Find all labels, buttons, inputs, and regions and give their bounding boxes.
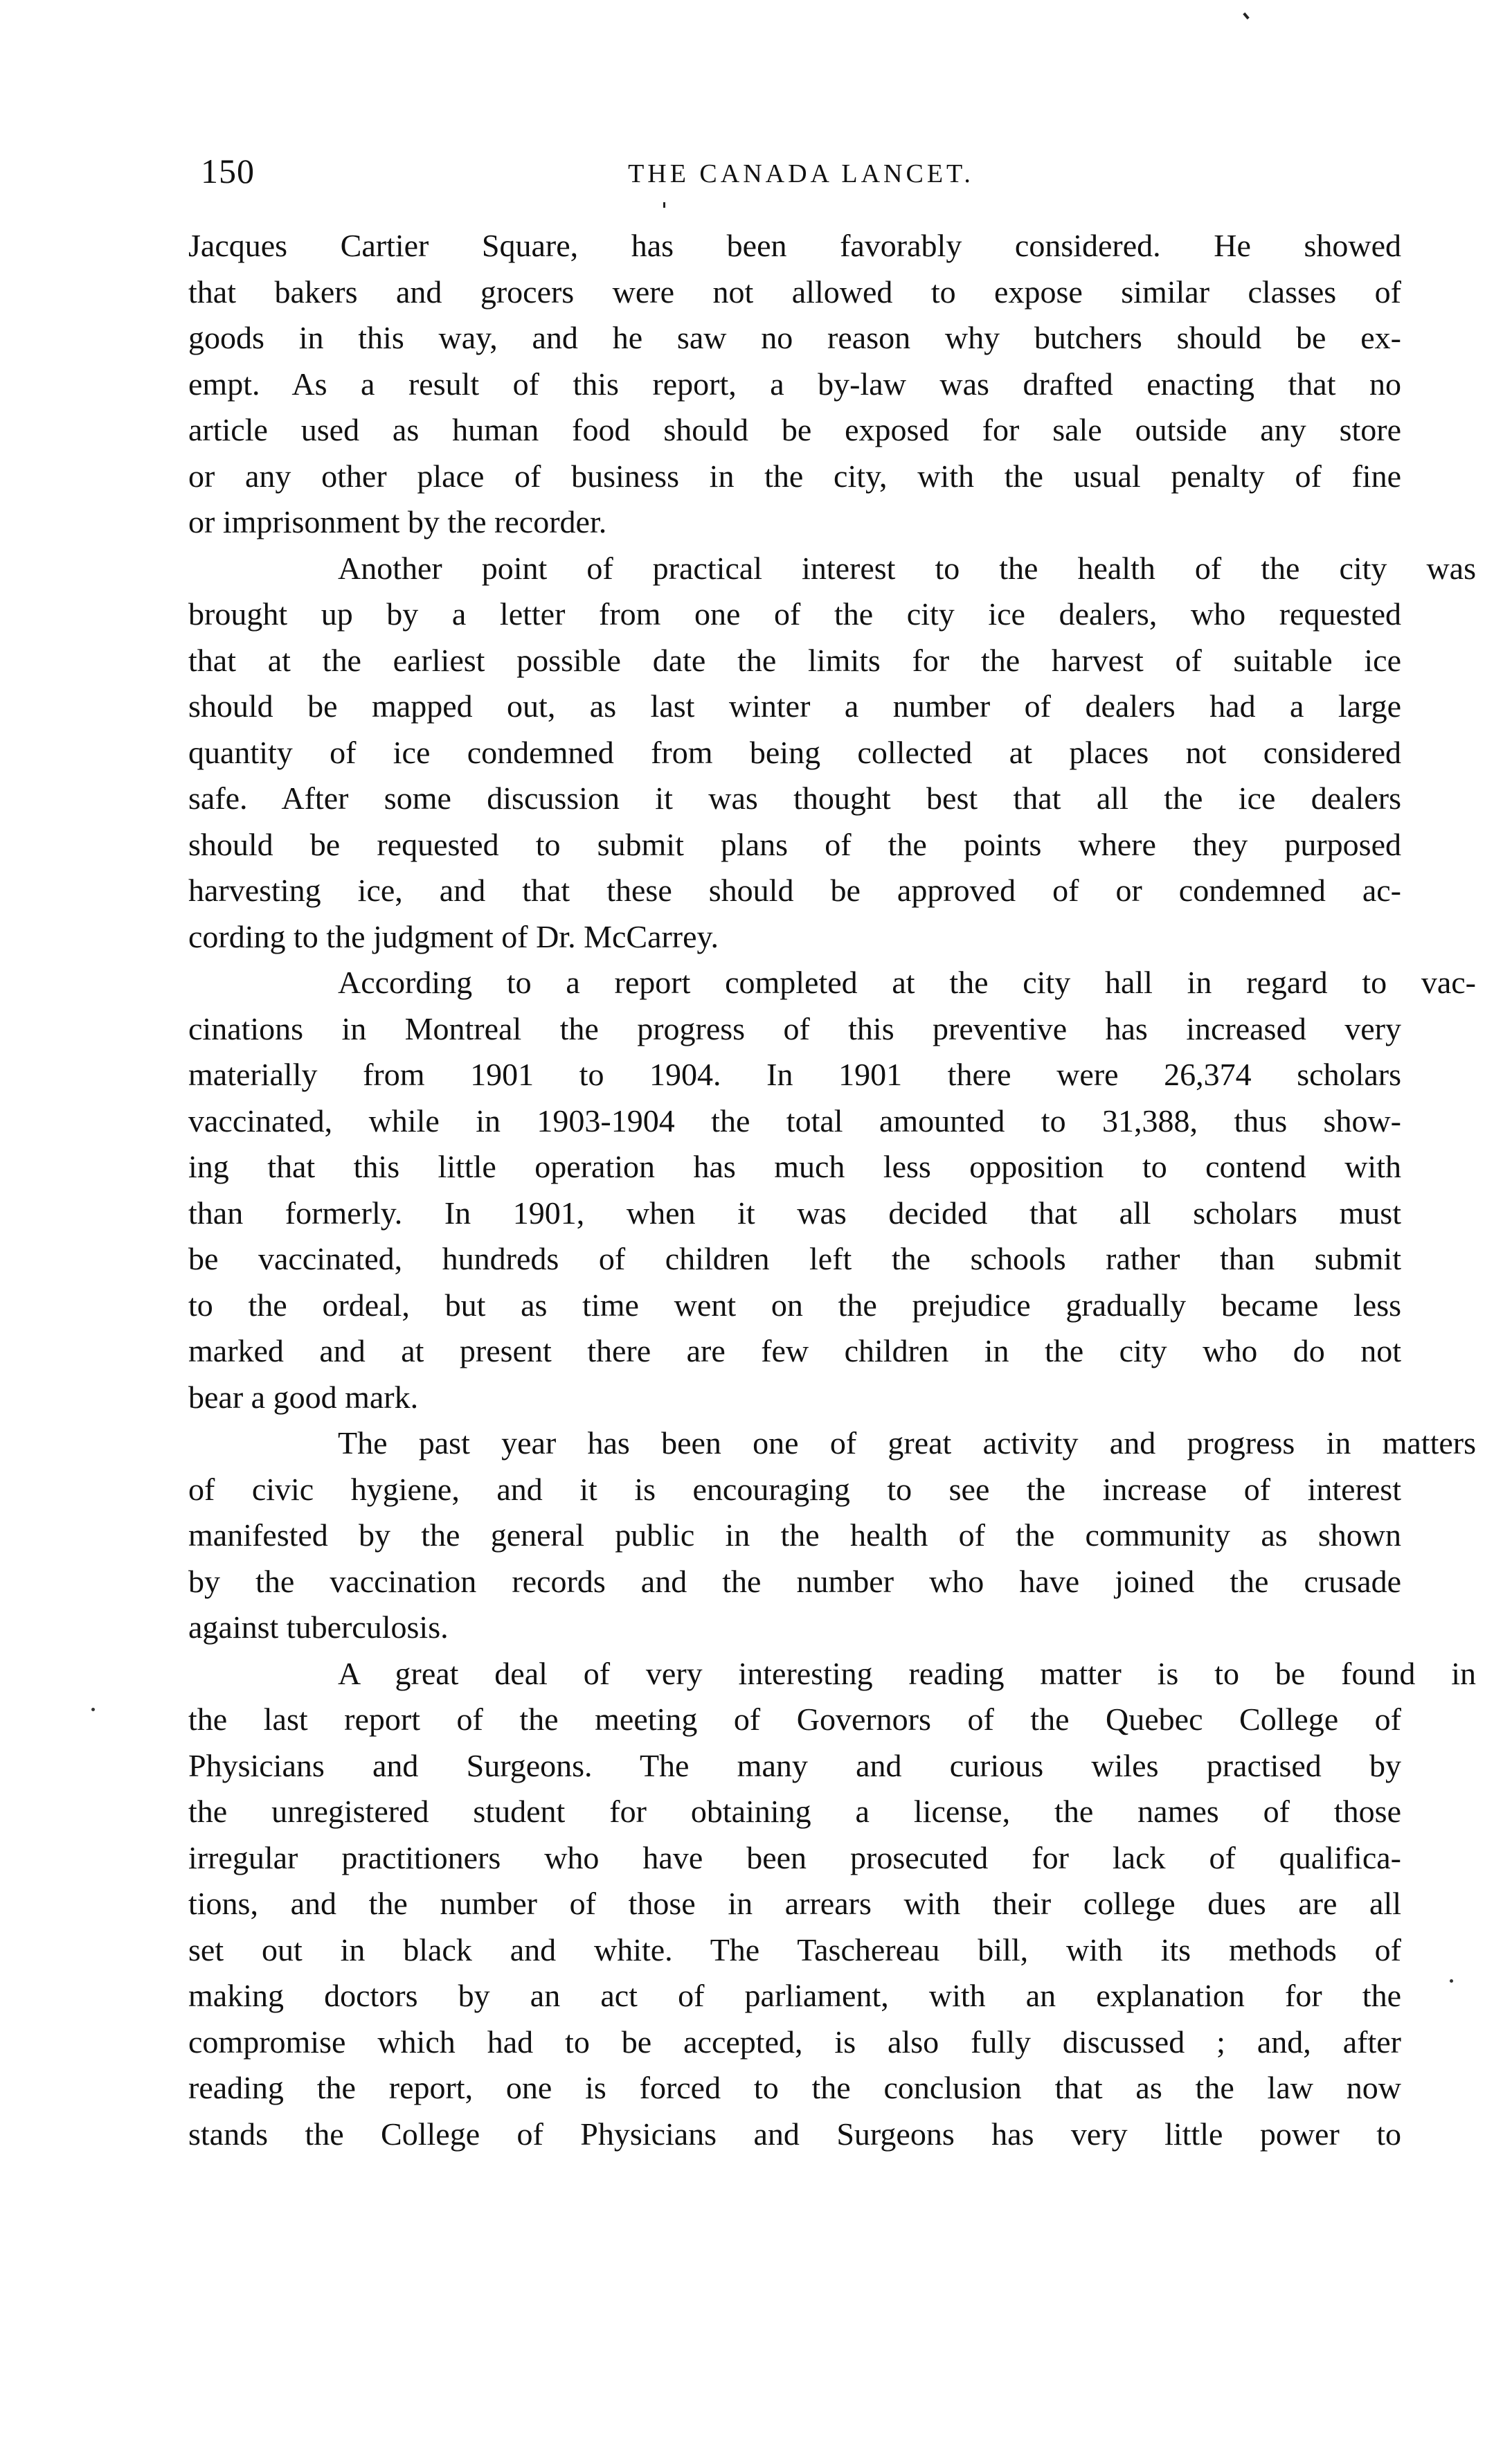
text-line-content: safe. After some discussion it was thought best that all the ice dealers	[188, 780, 1401, 816]
text-line	[188, 1467, 1401, 1513]
text-line-content: making doctors by an act of parliament, with an explanation for the	[188, 1978, 1401, 2013]
text-line-content: Physicians and Surgeons. The many and curious wiles practised by	[188, 1747, 1401, 1783]
journal-title: THE CANADA LANCET.	[628, 159, 974, 188]
text-line	[188, 546, 1476, 592]
text-line-content: tions, and the number of those in arrears with their college dues are all	[188, 1886, 1401, 1921]
text-line	[188, 1512, 1401, 1559]
text-line	[188, 454, 1401, 500]
text-line	[188, 591, 1401, 638]
text-line-content: A great deal of very interesting reading matter is to be found in	[338, 1655, 1476, 1691]
text-line-content: that bakers and grocers were not allowed to expose similar classes of	[188, 274, 1401, 310]
text-line	[188, 1605, 1401, 1651]
text-line-content: quantity of ice condemned from being collected at places not considered	[188, 734, 1401, 770]
text-line	[188, 1651, 1476, 1697]
text-line	[188, 2112, 1401, 2158]
text-line	[188, 1420, 1476, 1467]
text-line	[188, 684, 1401, 730]
text-line-content: goods in this way, and he saw no reason why butchers should be ex-	[188, 320, 1401, 355]
text-line	[188, 1283, 1401, 1329]
text-line-content: According to a report completed at the city hall in regard to vac-	[338, 965, 1476, 1000]
text-line	[188, 1697, 1401, 1743]
text-line-content: article used as human food should be exposed for sale outside any store	[188, 412, 1401, 447]
text-line-content: or imprisonment by the recorder.	[188, 504, 607, 539]
text-line	[188, 1743, 1401, 1789]
text-line	[188, 960, 1476, 1006]
text-line	[188, 730, 1401, 776]
text-line	[188, 223, 1401, 269]
scan-speck	[1243, 12, 1249, 19]
text-line-content: materially from 1901 to 1904. In 1901 there were 26,374 scholars	[188, 1057, 1401, 1092]
text-line	[188, 1881, 1401, 1927]
text-line-content: of civic hygiene, and it is encouraging to see the increase of interest	[188, 1471, 1401, 1507]
text-line-content: be vaccinated, hundreds of children left the schools rather than submit	[188, 1241, 1401, 1276]
text-line-content: stands the College of Physicians and Surgeons has very little power to	[188, 2116, 1401, 2152]
text-line	[188, 914, 1401, 961]
text-line	[188, 2019, 1401, 2066]
text-line	[188, 638, 1401, 684]
text-line	[188, 1559, 1401, 1605]
text-line-content: against tuberculosis.	[188, 1609, 449, 1645]
text-line-content: by the vaccination records and the number who have joined the crusade	[188, 1563, 1401, 1599]
text-line-content: set out in black and white. The Taschereau bill, with its methods of	[188, 1931, 1401, 1967]
text-line-content: irregular practitioners who have been prosecuted for lack of qualifica-	[188, 1839, 1401, 1875]
text-line	[188, 315, 1401, 361]
text-line	[188, 2065, 1401, 2112]
text-line-content: should be mapped out, as last winter a number of dealers had a large	[188, 688, 1401, 724]
text-line-content: or any other place of business in the city, with the usual penalty of fine	[188, 458, 1401, 494]
text-line	[188, 407, 1401, 454]
text-line	[188, 1375, 1401, 1421]
text-line-content: should be requested to submit plans of the points where they purposed	[188, 826, 1401, 862]
body-text	[188, 223, 1476, 2157]
text-line-content: vaccinated, while in 1903-1904 the total amounted to 31,388, thus show-	[188, 1102, 1401, 1139]
text-line-content: empt. As a result of this report, a by-law was drafted enacting that no	[188, 366, 1401, 402]
text-line-content: the last report of the meeting of Governors of the Quebec College of	[188, 1702, 1401, 1737]
scan-speck	[663, 202, 665, 208]
text-line	[188, 1098, 1401, 1145]
text-line-content: bear a good mark.	[188, 1379, 419, 1415]
text-line	[188, 1927, 1401, 1974]
text-line-content: brought up by a letter from one of the city ice dealers, who requested	[188, 596, 1401, 632]
text-line	[188, 1973, 1401, 2019]
text-line-content: than formerly. In 1901, when it was decided that all scholars must	[188, 1195, 1401, 1231]
text-line	[188, 776, 1401, 822]
text-line-content: Another point of practical interest to the health of the city was	[338, 550, 1476, 586]
text-line-content: the unregistered student for obtaining a license, the names of those	[188, 1794, 1401, 1829]
text-line	[188, 1052, 1401, 1098]
scan-speck	[1450, 1979, 1453, 1983]
text-line-content: compromise which had to be accepted, is also fully discussed ; and, after	[188, 2024, 1401, 2060]
text-line-content: The past year has been one of great activity and progress in matters	[338, 1425, 1476, 1461]
text-line	[188, 269, 1401, 316]
text-line	[188, 868, 1401, 914]
text-line	[188, 1789, 1401, 1835]
text-line	[188, 1328, 1401, 1375]
text-line-content: reading the report, one is forced to the conclusion that as the law now	[188, 2070, 1401, 2105]
text-line	[188, 1236, 1401, 1283]
text-line-content: cinations in Montreal the progress of this preventive has increased very	[188, 1010, 1401, 1046]
text-line-content: marked and at present there are few children in the city who do not	[188, 1333, 1401, 1368]
text-line-content: Jacques Cartier Square, has been favorably considered. He showed	[188, 228, 1401, 263]
text-line	[188, 1006, 1401, 1053]
running-head	[188, 147, 1400, 195]
text-line	[188, 1190, 1401, 1237]
text-line-content: ing that this little operation has much less opposition to contend with	[188, 1149, 1401, 1184]
text-line-content: manifested by the general public in the health of the community as shown	[188, 1517, 1401, 1553]
text-line-content: harvesting ice, and that these should be approved of or condemned ac-	[188, 873, 1401, 908]
text-line	[188, 361, 1401, 408]
text-line	[188, 1835, 1401, 1882]
page-number: 150	[201, 152, 255, 190]
scan-speck	[91, 1708, 95, 1711]
text-line-content: that at the earliest possible date the limits for the harvest of suitable ice	[188, 642, 1401, 678]
text-line-content: to the ordeal, but as time went on the prejudice gradually became less	[188, 1287, 1401, 1323]
text-line	[188, 1144, 1401, 1190]
text-line	[188, 822, 1401, 868]
text-line	[188, 499, 1401, 546]
text-line-content: cording to the judgment of Dr. McCarrey.	[188, 918, 719, 954]
